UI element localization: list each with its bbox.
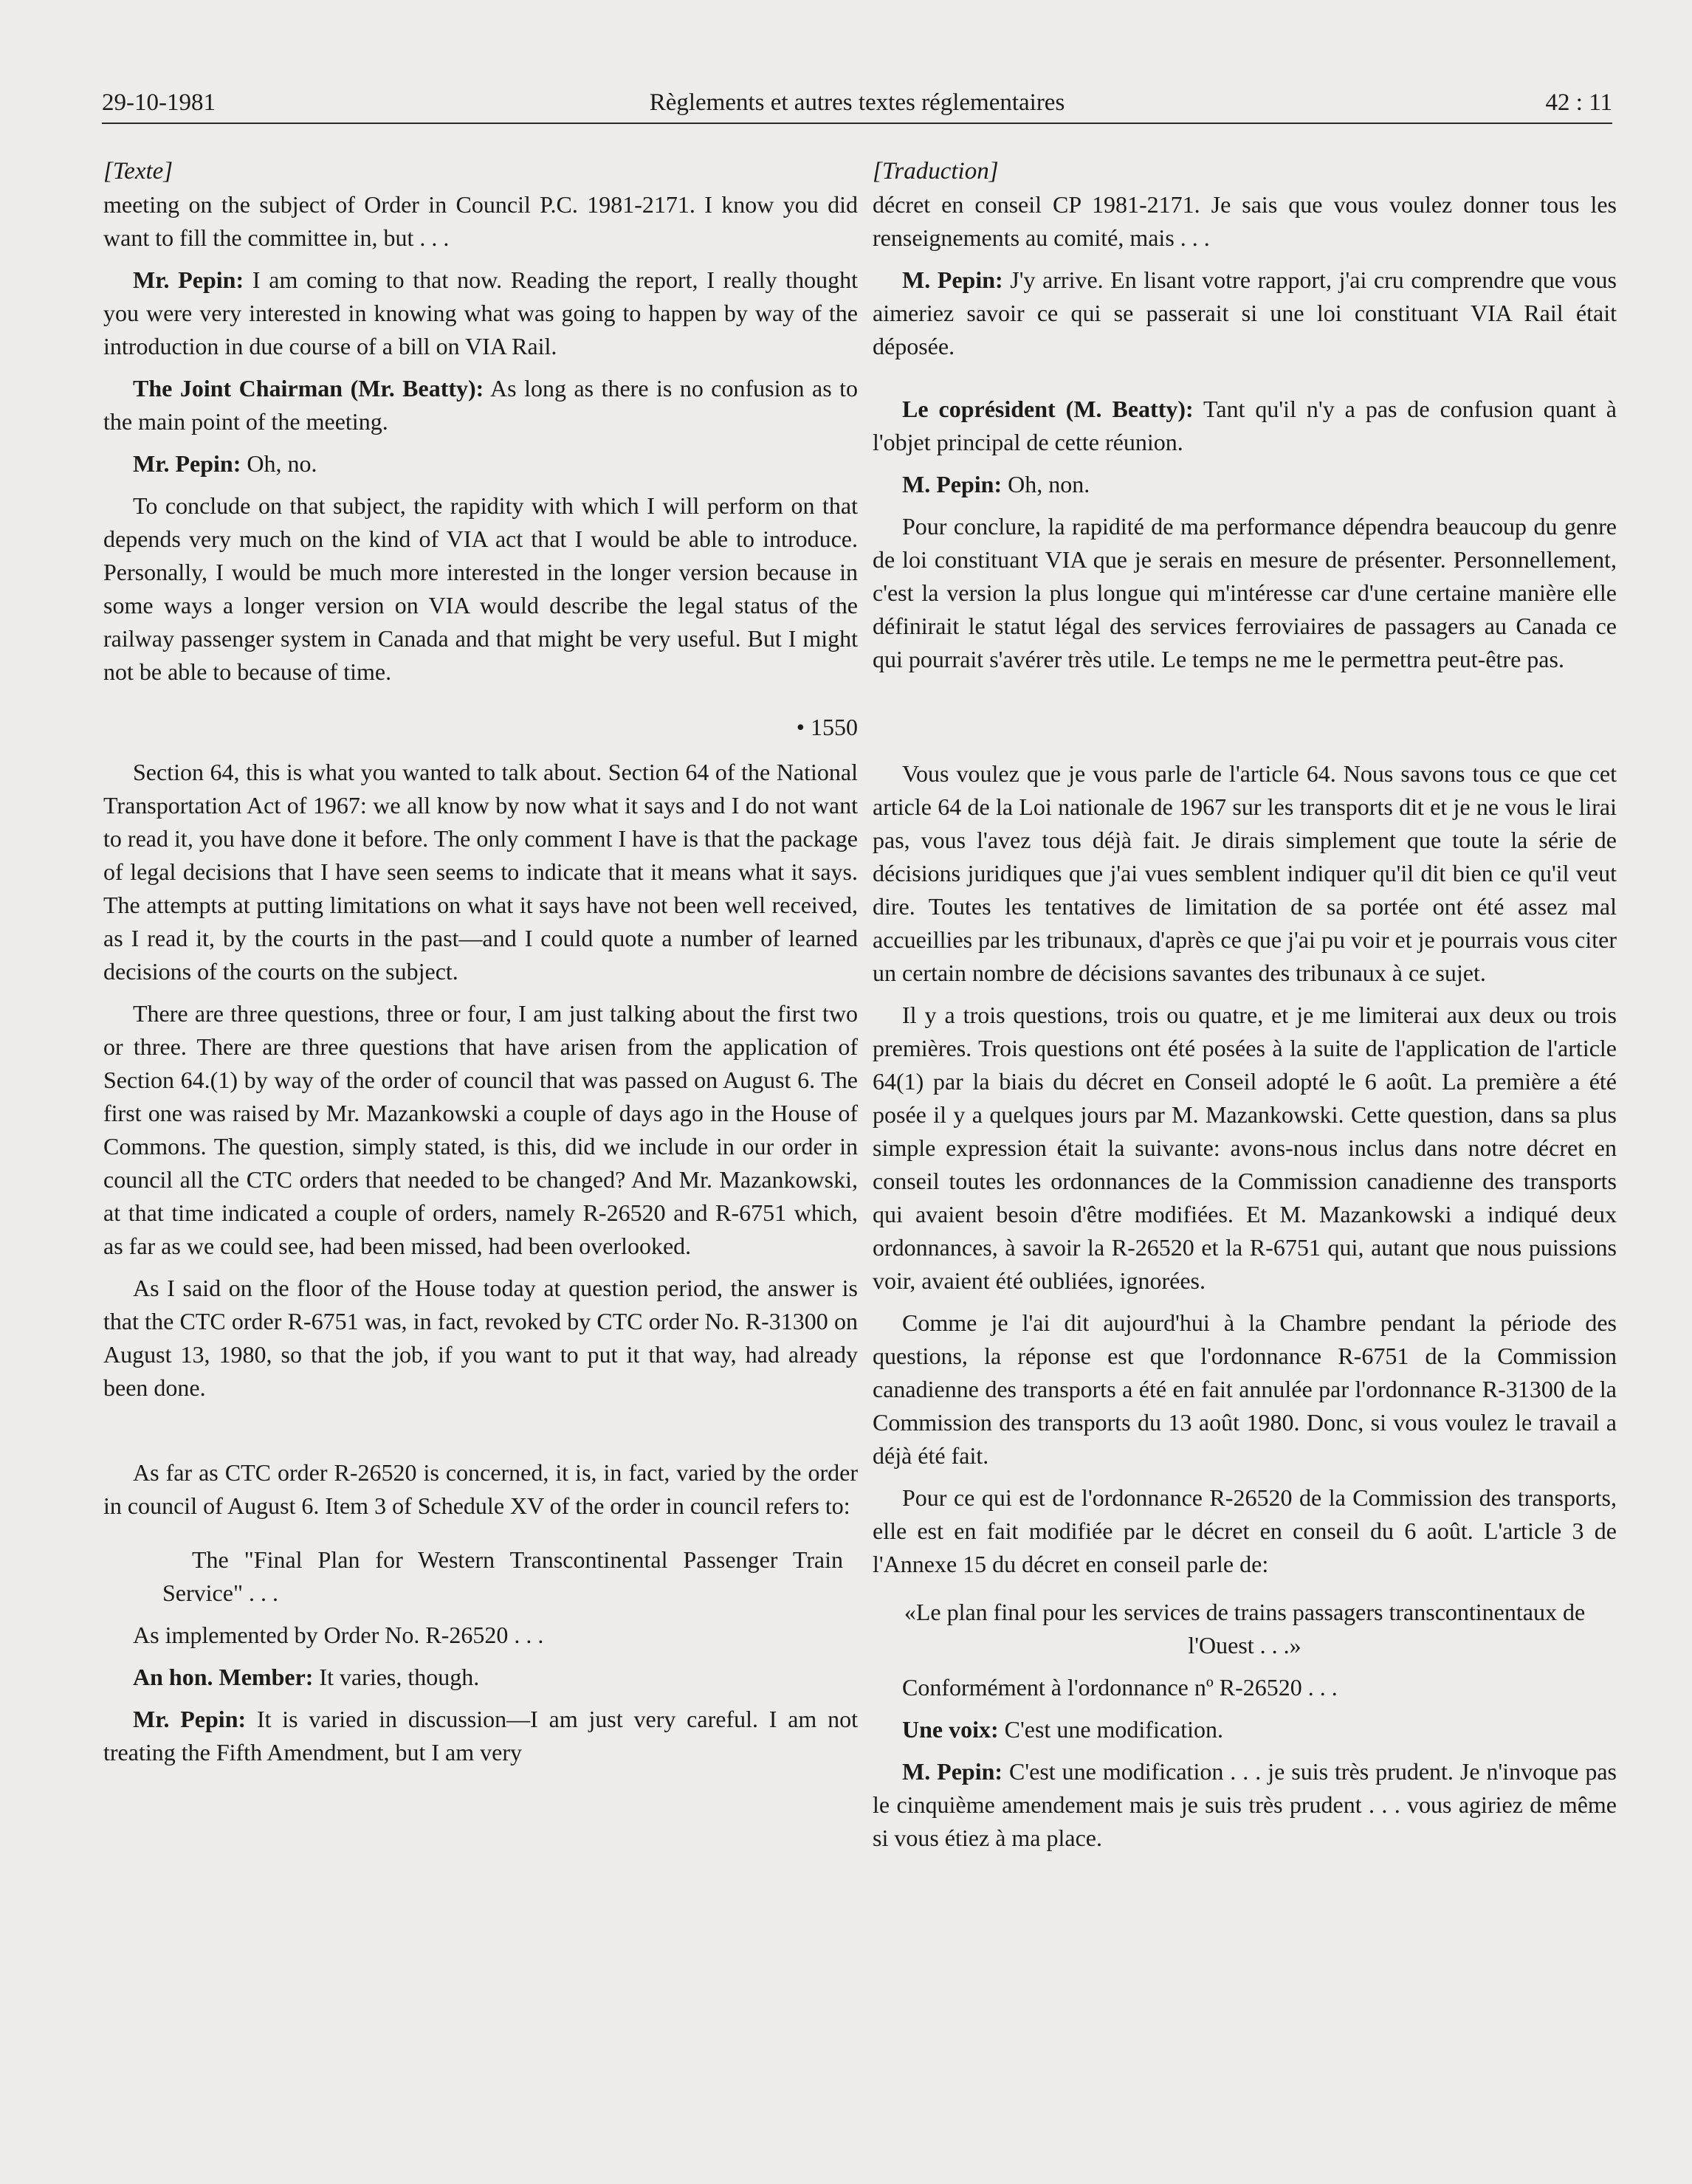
paragraph: There are three questions, three or four, I am just talking about the first two or three. There are three questions that have arisen from the application of Section 64.(1) by way of the order of council that was passed on August 6. The first one was raised by Mr. Mazankowski a couple of days ago in the House of Commons. The question, simply stated, is this, did we include in our order in council all the CTC orders that needed to be changed? And Mr. Mazankowski, at that time indicated a couple of orders, namely R-26520 and R-6751 which, as far as we could see, had been missed, had been overlooked. xyxy=(103,1000,858,1259)
speaker-name: Le coprésident (M. Beatty): xyxy=(902,396,1194,422)
quotation: The "Final Plan for Western Transcontinental Passenger Train Service" . . . xyxy=(162,1546,843,1606)
header-title: Règlements et autres textes réglementaires xyxy=(649,89,1065,116)
paragraph: Comme je l'ai dit aujourd'hui à la Chambre pendant la période des questions, la réponse est que l'ordonnance R-6751 de la Commission canadienne des transports a été en fait annulée par l'ordonnance R-31300 de la Commission des transports du 13 août 1980. Donc, si vous voulez le travail a déjà été fait. xyxy=(873,1309,1617,1469)
quotation: «Le plan final pour les services de trains passagers transcontinentaux de l'Ouest . . .» xyxy=(904,1599,1586,1658)
speaker-name: M. Pepin: xyxy=(902,266,1003,293)
paragraph: décret en conseil CP 1981-2171. Je sais que vous voulez donner tous les renseignements au comité, mais . . . xyxy=(873,191,1617,251)
section-label: [Traduction] xyxy=(873,158,999,185)
speaker-name: M. Pepin: xyxy=(902,1758,1003,1785)
page-header xyxy=(102,74,1612,124)
paragraph: Vous voulez que je vous parle de l'article 64. Nous savons tous ce que cet article 64 de la Loi nationale de 1967 sur les transports dit et je ne vous le lirai pas, vous l'avez tous déjà fait. Je dirais simplement que toute la série de décisions juridiques que j'ai vues semblent indiquer qu'il dit bien ce qu'il veut dire. Toutes les tentatives de limitation de sa portée ont été assez mal accueillies par les tribunaux, d'après ce que j'ai pu voir et je pourrais vous citer un certain nombre de décisions savantes des tribunaux à ce sujet. xyxy=(873,760,1617,986)
paragraph: Conformément à l'ordonnance nº R-26520 . . . xyxy=(902,1674,1338,1701)
english-column xyxy=(103,155,858,1769)
paragraph: Il y a trois questions, trois ou quatre, et je me limiterai aux deux ou trois premières. Trois questions ont été posées à la suite de l'application de l'article 64(1) par la biais du décret en Conseil adopté le 6 août. La première a été posée il y a quelques jours par M. Mazankowski. Cette question, dans sa plus simple expression était la suivante: avons-nous inclus dans notre décret en conseil toutes les ordonnances de la Commission canadienne des transports qui avaient besoin d'être modifiées. Et M. Mazankowski a indiqué deux ordonnances, à savoir la R-26520 et la R-6751 qui, autant que nous puissions voir, avaient été oubliées, ignorées. xyxy=(873,1002,1617,1294)
speaker-name: Mr. Pepin: xyxy=(133,450,241,477)
header-date: 29-10-1981 xyxy=(102,89,216,116)
paragraph: meeting on the subject of Order in Council P.C. 1981-2171. I know you did want to fill the committee in, but . . . xyxy=(103,191,858,251)
paragraph: Une voix: C'est une modification. xyxy=(902,1716,1224,1743)
speaker-name: Mr. Pepin: xyxy=(133,266,244,293)
paragraph: Le coprésident (M. Beatty): Tant qu'il n'y a pas de confusion quant à l'objet principal de cette réunion. xyxy=(873,396,1617,455)
paragraph: Mr. Pepin: It is varied in discussion—I am just very careful. I am not treating the Fifth Amendment, but I am very xyxy=(103,1706,859,1766)
time-stamp: • 1550 xyxy=(796,714,858,740)
french-column xyxy=(873,155,1617,1855)
paragraph: As far as CTC order R-26520 is concerned, it is, in fact, varied by the order in council of August 6. Item 3 of Schedule XV of the order in council refers to: xyxy=(103,1459,858,1519)
header-page-number: 42 : 11 xyxy=(1545,89,1612,116)
speaker-name: Mr. Pepin: xyxy=(133,1706,247,1732)
paragraph: As implemented by Order No. R-26520 . . . xyxy=(133,1622,544,1648)
paragraph: M. Pepin: Oh, non. xyxy=(902,471,1090,497)
paragraph: The Joint Chairman (Mr. Beatty): As long as there is no confusion as to the main point of the meeting. xyxy=(103,375,859,435)
paragraph: M. Pepin: C'est une modification . . . je suis très prudent. Je n'invoque pas le cinquième amendement mais je suis très prudent . . . vous agiriez de même si vous étiez à ma place. xyxy=(873,1758,1617,1851)
paragraph: Section 64, this is what you wanted to talk about. Section 64 of the National Transportation Act of 1967: we all know by now what it says and I do not want to read it, you have done it before. The only comment I have is that the package of legal decisions that I have seen seems to indicate that it means what it says. The attempts at putting limitations on what it says have not been well received, as I read it, by the courts in the past—and I could quote a number of learned decisions of the courts on the subject. xyxy=(103,759,858,985)
speaker-name: An hon. Member: xyxy=(133,1664,314,1690)
speaker-name: M. Pepin: xyxy=(902,471,1003,497)
section-label: [Texte] xyxy=(103,158,173,185)
paragraph: Pour ce qui est de l'ordonnance R-26520 de la Commission des transports, elle est en fait modifiée par le décret en conseil du 6 août. L'article 3 de l'Annexe 15 du décret en conseil parle de: xyxy=(873,1484,1617,1577)
paragraph: To conclude on that subject, the rapidity with which I will perform on that depends very much on the kind of VIA act that I would be able to introduce. Personally, I would be much more interested in the longer version because in some ways a longer version on VIA would describe the legal status of the railway passenger system in Canada and that might be very useful. But I might not be able to because of time. xyxy=(103,492,858,685)
paragraph: An hon. Member: It varies, though. xyxy=(133,1664,480,1690)
paragraph: Pour conclure, la rapidité de ma performance dépendra beaucoup du genre de loi constituant VIA que je serais en mesure de présenter. Personnellement, c'est la version la plus longue qui m'intéresse car d'une certaine manière elle définirait le statut légal des services ferroviaires de passagers au Canada ce qui pourrait s'avérer très utile. Le temps ne me le permettra peut-être pas. xyxy=(873,513,1617,672)
paragraph: As I said on the floor of the House today at question period, the answer is that the CTC order R-6751 was, in fact, revoked by CTC order No. R-31300 on August 13, 1980, so that the job, if you want to put it that way, had already been done. xyxy=(103,1275,858,1401)
speaker-name: The Joint Chairman (Mr. Beatty): xyxy=(133,375,484,402)
paragraph: M. Pepin: J'y arrive. En lisant votre rapport, j'ai cru comprendre que vous aimeriez savoir ce qui se passerait si une loi constituant VIA Rail était déposée. xyxy=(873,266,1617,359)
paragraph: Mr. Pepin: I am coming to that now. Reading the report, I really thought you were very interested in knowing what was going to happen by way of the introduction in due course of a bill on VIA Rail. xyxy=(103,266,859,359)
speaker-name: Une voix: xyxy=(902,1716,999,1743)
paragraph: Mr. Pepin: Oh, no. xyxy=(133,450,317,477)
